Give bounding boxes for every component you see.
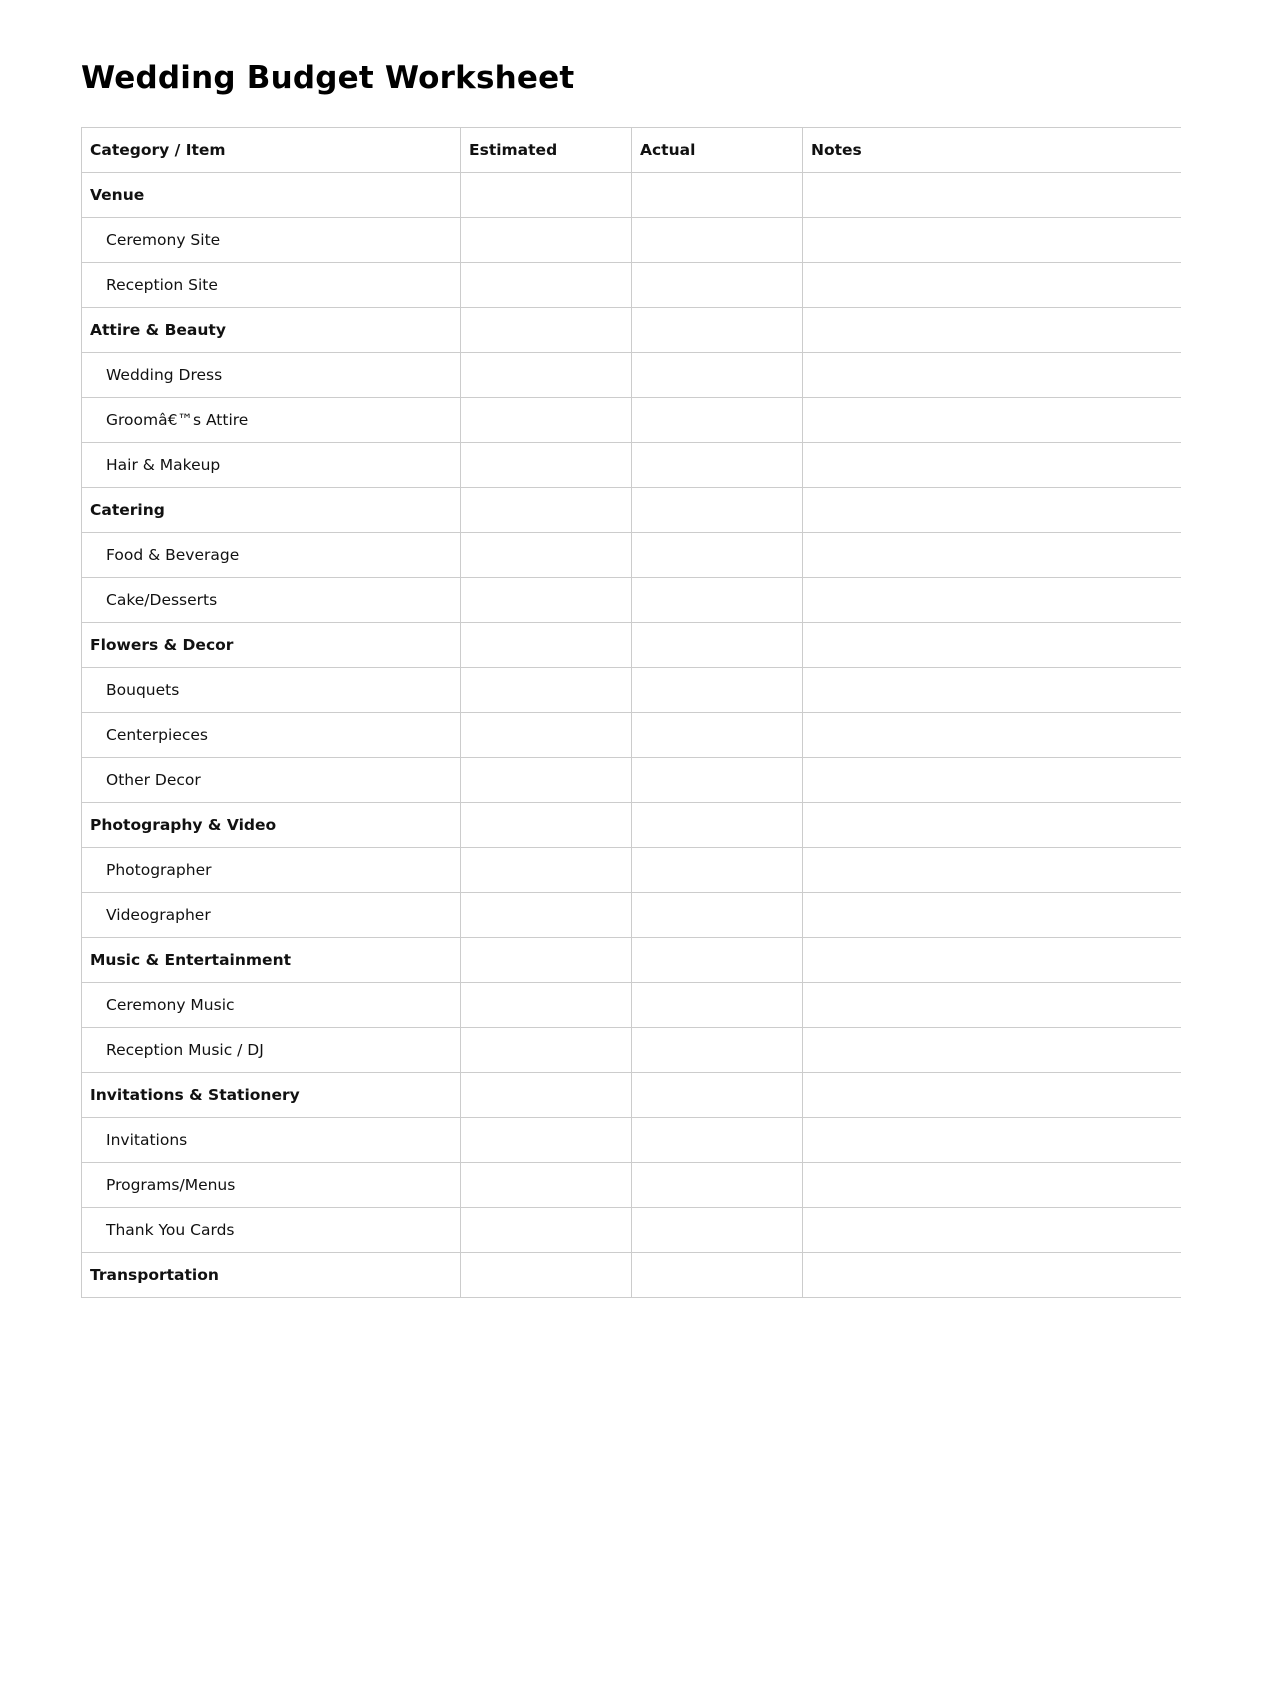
estimated-cell[interactable] [461,1073,632,1118]
estimated-cell[interactable] [461,443,632,488]
notes-cell[interactable] [803,533,1182,578]
actual-cell[interactable] [632,938,803,983]
estimated-cell[interactable] [461,1028,632,1073]
category-row [82,803,1182,848]
item-label: Ceremony Music [82,983,461,1028]
item-label: Invitations [82,1118,461,1163]
item-label: Videographer [82,893,461,938]
item-label: Food & Beverage [82,533,461,578]
actual-cell[interactable] [632,443,803,488]
estimated-cell[interactable] [461,218,632,263]
category-label: Venue [82,173,461,218]
category-row [82,938,1182,983]
item-row [82,668,1182,713]
actual-cell[interactable] [632,533,803,578]
notes-cell[interactable] [803,443,1182,488]
notes-cell[interactable] [803,758,1182,803]
actual-cell[interactable] [632,623,803,668]
item-label: Photographer [82,848,461,893]
notes-cell[interactable] [803,398,1182,443]
item-row [82,443,1182,488]
estimated-cell[interactable] [461,308,632,353]
notes-cell[interactable] [803,353,1182,398]
category-label: Transportation [82,1253,461,1298]
item-row [82,1208,1182,1253]
notes-cell[interactable] [803,263,1182,308]
notes-cell[interactable] [803,488,1182,533]
table-body [82,173,1182,1298]
actual-cell[interactable] [632,983,803,1028]
item-row [82,398,1182,443]
actual-cell[interactable] [632,713,803,758]
estimated-cell[interactable] [461,488,632,533]
item-label: Other Decor [82,758,461,803]
actual-cell[interactable] [632,758,803,803]
notes-cell[interactable] [803,1118,1182,1163]
notes-cell[interactable] [803,173,1182,218]
notes-cell[interactable] [803,803,1182,848]
actual-cell[interactable] [632,578,803,623]
notes-cell[interactable] [803,668,1182,713]
estimated-cell[interactable] [461,803,632,848]
item-label: Reception Music / DJ [82,1028,461,1073]
category-label: Music & Entertainment [82,938,461,983]
estimated-cell[interactable] [461,758,632,803]
item-row [82,578,1182,623]
estimated-cell[interactable] [461,173,632,218]
actual-cell[interactable] [632,893,803,938]
actual-cell[interactable] [632,488,803,533]
item-row [82,1118,1182,1163]
category-row [82,1073,1182,1118]
item-label: Reception Site [82,263,461,308]
item-label: Cake/Desserts [82,578,461,623]
estimated-cell[interactable] [461,533,632,578]
actual-cell[interactable] [632,1163,803,1208]
category-row [82,488,1182,533]
estimated-cell[interactable] [461,893,632,938]
estimated-cell[interactable] [461,668,632,713]
estimated-cell[interactable] [461,1253,632,1298]
actual-cell[interactable] [632,1073,803,1118]
actual-cell[interactable] [632,1253,803,1298]
header-estimated: Estimated [461,128,632,173]
notes-cell[interactable] [803,893,1182,938]
item-label: Ceremony Site [82,218,461,263]
item-row [82,1028,1182,1073]
category-label: Catering [82,488,461,533]
category-label: Invitations & Stationery [82,1073,461,1118]
estimated-cell[interactable] [461,578,632,623]
item-row [82,353,1182,398]
item-label: Programs/Menus [82,1163,461,1208]
item-row [82,533,1182,578]
table-header-row [82,128,1182,173]
category-row [82,1253,1182,1298]
actual-cell[interactable] [632,398,803,443]
estimated-cell[interactable] [461,1208,632,1253]
item-row [82,1163,1182,1208]
item-label: Groomâ€™s Attire [82,398,461,443]
notes-cell[interactable] [803,938,1182,983]
category-row [82,173,1182,218]
category-row [82,308,1182,353]
item-label: Thank You Cards [82,1208,461,1253]
item-row [82,983,1182,1028]
actual-cell[interactable] [632,1208,803,1253]
category-label: Flowers & Decor [82,623,461,668]
item-row [82,848,1182,893]
actual-cell[interactable] [632,353,803,398]
actual-cell[interactable] [632,308,803,353]
actual-cell[interactable] [632,803,803,848]
actual-cell[interactable] [632,668,803,713]
notes-cell[interactable] [803,308,1182,353]
actual-cell[interactable] [632,1118,803,1163]
notes-cell[interactable] [803,983,1182,1028]
estimated-cell[interactable] [461,353,632,398]
notes-cell[interactable] [803,623,1182,668]
notes-cell[interactable] [803,1253,1182,1298]
notes-cell[interactable] [803,848,1182,893]
estimated-cell[interactable] [461,623,632,668]
header-category-item: Category / Item [82,128,461,173]
estimated-cell[interactable] [461,938,632,983]
budget-table [81,127,1181,1298]
notes-cell[interactable] [803,1208,1182,1253]
estimated-cell[interactable] [461,713,632,758]
category-row [82,623,1182,668]
notes-cell[interactable] [803,218,1182,263]
notes-cell[interactable] [803,1073,1182,1118]
category-label: Attire & Beauty [82,308,461,353]
header-actual: Actual [632,128,803,173]
category-label: Photography & Video [82,803,461,848]
notes-cell[interactable] [803,713,1182,758]
estimated-cell[interactable] [461,1118,632,1163]
estimated-cell[interactable] [461,1163,632,1208]
page-title: Wedding Budget Worksheet [81,60,575,96]
header-notes: Notes [803,128,1182,173]
budget-table-container [81,127,1181,1300]
actual-cell[interactable] [632,848,803,893]
estimated-cell[interactable] [461,848,632,893]
actual-cell[interactable] [632,1028,803,1073]
notes-cell[interactable] [803,1028,1182,1073]
item-label: Hair & Makeup [82,443,461,488]
estimated-cell[interactable] [461,263,632,308]
estimated-cell[interactable] [461,398,632,443]
item-row [82,758,1182,803]
actual-cell[interactable] [632,263,803,308]
estimated-cell[interactable] [461,983,632,1028]
item-row [82,713,1182,758]
item-row [82,218,1182,263]
actual-cell[interactable] [632,173,803,218]
item-row [82,893,1182,938]
item-label: Bouquets [82,668,461,713]
item-row [82,263,1182,308]
item-label: Wedding Dress [82,353,461,398]
notes-cell[interactable] [803,578,1182,623]
notes-cell[interactable] [803,1163,1182,1208]
item-label: Centerpieces [82,713,461,758]
actual-cell[interactable] [632,218,803,263]
